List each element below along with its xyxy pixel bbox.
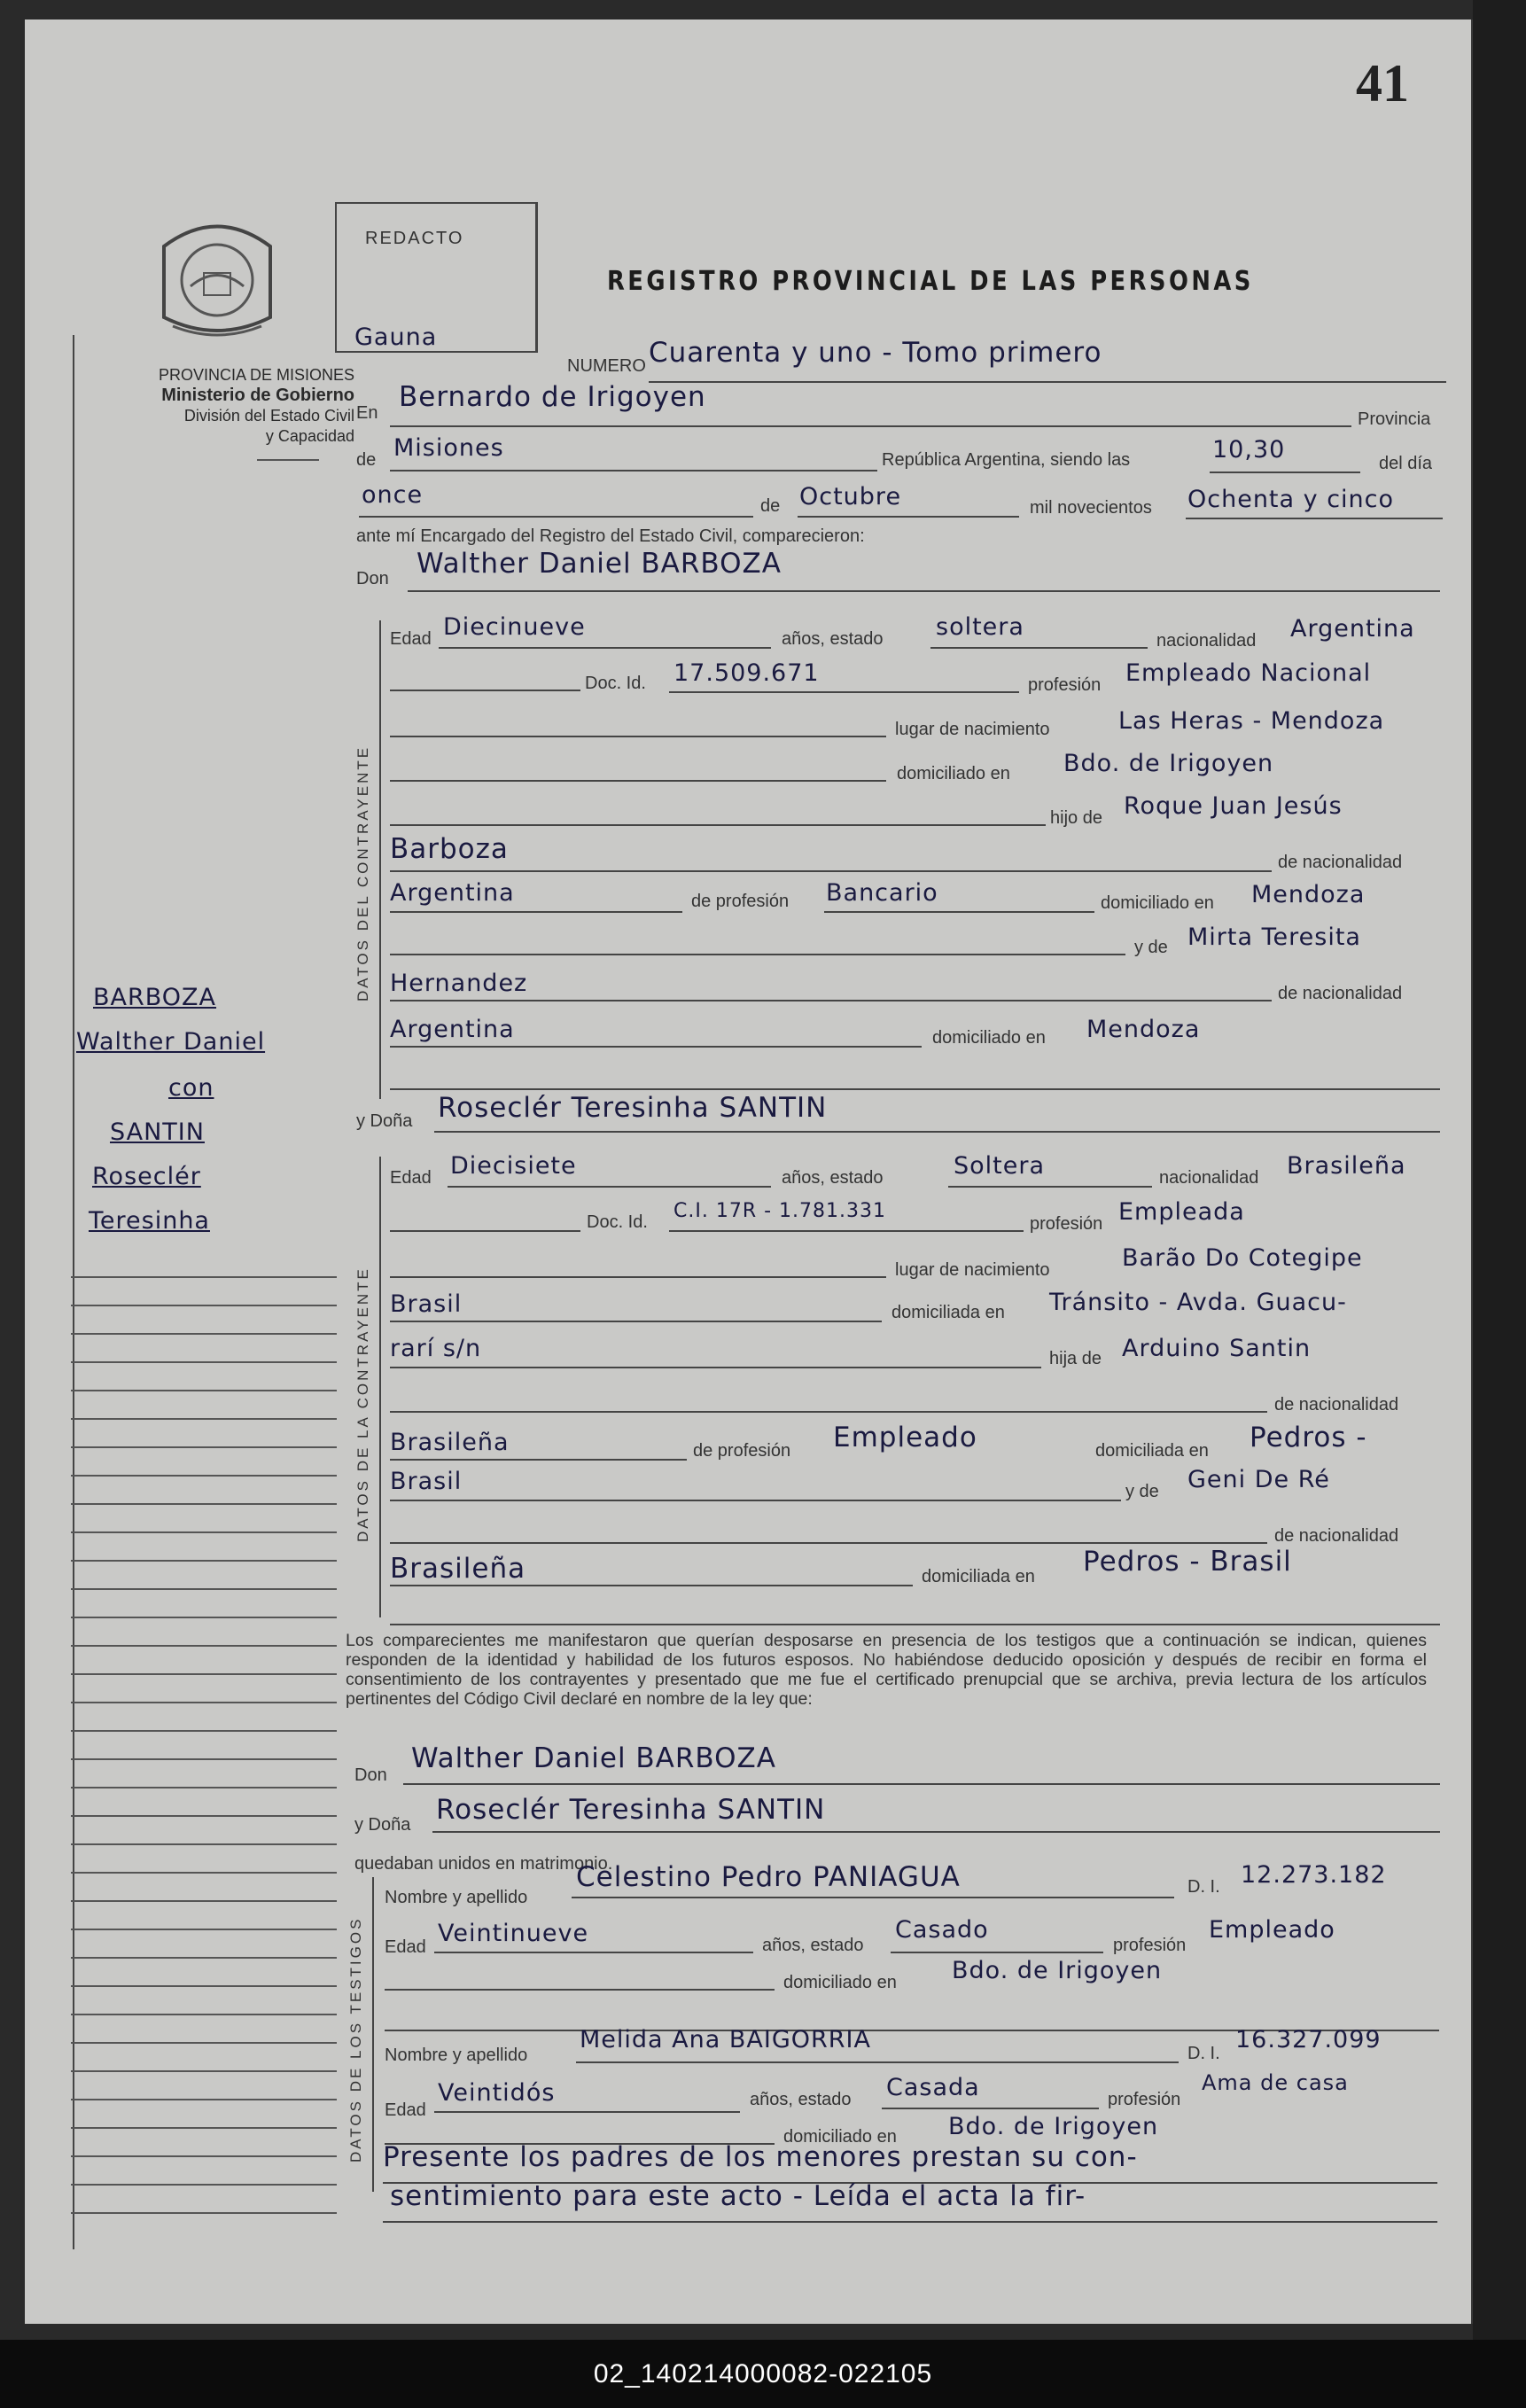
del-dia-label: del día: [1379, 454, 1433, 473]
redacto-label: REDACTO: [365, 229, 464, 248]
ante-label: ante mí Encargado del Registro del Estado Civil, comparecieron:: [356, 526, 865, 546]
t2-estado-line: [882, 2108, 1099, 2109]
c2-lugar-pre-line: [390, 1276, 886, 1278]
agency-block: [62, 365, 354, 461]
t1-di-label: D. I.: [1187, 1877, 1220, 1897]
contrayente1-rule: [379, 620, 381, 1099]
c2-madre-dom: Pedros - Brasil: [1083, 1546, 1292, 1578]
c2-madre-nac-pre-line: [390, 1542, 1267, 1544]
c2-doc: C.I. 17R - 1.781.331: [673, 1200, 886, 1222]
c1-domicilio: Bdo. de Irigoyen: [1063, 750, 1274, 777]
c2-padre-dom2: Brasil: [390, 1468, 463, 1495]
c2-padre-nac-line: [390, 1459, 687, 1461]
t1-anios-label: años, estado: [762, 1936, 864, 1955]
t1-edad-line: [434, 1952, 753, 1953]
provincia-label: Provincia: [1358, 409, 1431, 429]
margin-rule: [73, 335, 74, 2249]
c1-lugar-label: lugar de nacimiento: [895, 720, 1050, 739]
provincia-value: Misiones: [393, 434, 504, 462]
margin-line4: SANTIN: [110, 1118, 205, 1146]
redacto-value: Gauna: [354, 323, 438, 351]
c2-estado-line: [948, 1186, 1152, 1188]
c2-doc-pre-line: [390, 1230, 580, 1232]
c1-estado-line: [930, 647, 1148, 649]
scan-footer-id: 02_140214000082-022105: [0, 2340, 1526, 2408]
c1-anios-label: años, estado: [782, 629, 884, 649]
c2-padre-nac-pre-line: [390, 1411, 1267, 1413]
c1-doc-pre-line: [390, 690, 580, 691]
c1-dom-label: domiciliado en: [897, 764, 1010, 783]
page-number: 41: [1356, 54, 1409, 113]
decl-dona-line: [432, 1831, 1440, 1833]
t1-nombre: Celestino Pedro PANIAGUA: [576, 1861, 961, 1893]
c2-padre-dom-label: domiciliada en: [1095, 1441, 1209, 1461]
t2-nombre-label: Nombre y apellido: [385, 2046, 528, 2065]
dona-line: [434, 1131, 1440, 1133]
hora-value: 10,30: [1212, 436, 1286, 464]
c1-madre-nac: Argentina: [390, 1016, 515, 1043]
mil-label: mil novecientos: [1030, 498, 1152, 518]
t1-di: 12.273.182: [1241, 1861, 1387, 1889]
contrayente2-rule: [379, 1157, 381, 1617]
dona-label: y Doña: [356, 1111, 413, 1131]
c2-domicilio: Tránsito - Avda. Guacu-: [1049, 1289, 1347, 1316]
c1-padre-nac-label: de nacionalidad: [1278, 853, 1403, 872]
don-line: [408, 590, 1440, 592]
c2-profesion: Empleada: [1118, 1198, 1245, 1226]
c1-dom-pre-line: [390, 780, 886, 782]
hora-line: [1210, 471, 1360, 473]
c1-prof-label: profesión: [1028, 675, 1102, 695]
republica-label: República Argentina, siendo las: [882, 450, 1131, 470]
don-label: Don: [356, 569, 389, 588]
c1-madre: Mirta Teresita: [1187, 923, 1361, 951]
c1-hijo-pre-line: [390, 824, 1046, 826]
t1-estado-line: [891, 1952, 1103, 1953]
agency-ministry: Ministerio de Gobierno: [161, 386, 354, 405]
en-value: Bernardo de Irigoyen: [399, 381, 706, 413]
t1-estado: Casado: [895, 1916, 989, 1944]
numero-line: [649, 381, 1446, 383]
agency-capacity: y Capacidad: [265, 427, 354, 445]
dia-line: [359, 516, 753, 518]
c1-madre-nac-line: [390, 1046, 922, 1048]
decl-unidos: quedaban unidos en matrimonio.: [354, 1854, 613, 1874]
testigos-rule: [372, 1877, 374, 2192]
c2-padre-nac: Brasileña: [390, 1429, 510, 1456]
c2-madre-nac-line: [390, 1585, 913, 1586]
c1-madre-pre-line: [390, 954, 1125, 955]
c2-edad-line: [448, 1186, 771, 1188]
nota-line1: Presente los padres de los menores prestan su con-: [383, 2141, 1138, 2173]
c1-profesion: Empleado Nacional: [1125, 659, 1372, 687]
c2-dom-label: domiciliada en: [891, 1303, 1005, 1322]
c1-madre-dom: Mendoza: [1086, 1016, 1201, 1043]
mes-line: [798, 516, 1019, 518]
c1-end-line: [390, 1088, 1440, 1090]
agency-division: División del Estado Civil: [183, 407, 354, 425]
anio-value: Ochenta y cinco: [1187, 486, 1395, 513]
t2-di-label: D. I.: [1187, 2044, 1220, 2063]
t1-edad-label: Edad: [385, 1937, 426, 1957]
c1-padre-nac: Argentina: [390, 879, 515, 907]
t1-dom-pre-line: [385, 1989, 775, 1991]
t2-di: 16.327.099: [1235, 2026, 1382, 2053]
t1-nombre-line: [572, 1897, 1174, 1898]
t2-dom-label: domiciliado en: [783, 2127, 897, 2147]
t2-edad-label: Edad: [385, 2100, 426, 2120]
contrayente1-side-label: DATOS DEL CONTRAYENTE: [354, 744, 371, 1001]
c1-madre2-line: [390, 1000, 1272, 1001]
c2-anios-label: años, estado: [782, 1168, 884, 1188]
t2-nombre: Melida Ana BAIGORRIA: [580, 2026, 871, 2053]
c1-doc-label: Doc. Id.: [585, 674, 646, 693]
c1-nac-label: nacionalidad: [1156, 631, 1257, 651]
decl-don: Walther Daniel BARBOZA: [411, 1742, 776, 1774]
c2-padre: Arduino Santin: [1122, 1335, 1312, 1362]
t2-prof-label: profesión: [1108, 2090, 1181, 2109]
margin-line2: Walther Daniel: [76, 1028, 266, 1056]
c2-padre-nac-label: de nacionalidad: [1274, 1395, 1399, 1414]
c2-nac-label: nacionalidad: [1159, 1168, 1259, 1188]
c2-lugar-label: lugar de nacimiento: [895, 1260, 1050, 1280]
t2-nombre-line: [576, 2061, 1179, 2063]
c2-nacionalidad: Brasileña: [1287, 1152, 1406, 1180]
c2-prof-label: profesión: [1030, 1214, 1103, 1234]
c1-padre-dom: Mendoza: [1251, 881, 1366, 908]
anio-line: [1186, 518, 1443, 519]
c1-edad-label: Edad: [390, 629, 432, 649]
c1-y-de-label: y de: [1134, 938, 1168, 957]
c1-lugar-pre-line: [390, 736, 886, 737]
c1-lugar: Las Heras - Mendoza: [1118, 707, 1385, 735]
c2-padre-dom2-line: [390, 1500, 1121, 1501]
margin-line6: Teresinha: [89, 1207, 210, 1235]
t2-estado: Casada: [886, 2074, 980, 2101]
t2-edad-line: [434, 2111, 740, 2113]
c2-padre-dom: Pedros -: [1250, 1422, 1367, 1453]
c1-madre2: Hernandez: [390, 970, 528, 997]
nota-line2-rule: [383, 2221, 1437, 2223]
c2-domicilio2: rarí s/n: [390, 1335, 482, 1362]
c2-hija-label: hija de: [1049, 1349, 1102, 1368]
de-mes-label: de: [760, 496, 781, 516]
c2-y-de-label: y de: [1125, 1482, 1159, 1501]
de-label: de: [356, 450, 377, 470]
t2-profesion: Ama de casa: [1202, 2070, 1349, 2095]
dia-value: once: [362, 481, 424, 509]
contrayente2-side-label: DATOS DE LA CONTRAYENTE: [354, 1266, 371, 1542]
c1-doc: 17.509.671: [673, 659, 820, 687]
book-spine: [1473, 0, 1526, 2340]
redacto-box: [335, 202, 538, 353]
decl-don-line: [403, 1783, 1440, 1785]
agency-province: PROVINCIA DE MISIONES: [158, 366, 354, 384]
mes-value: Octubre: [799, 483, 902, 510]
c1-padre-prof: Bancario: [826, 879, 938, 907]
numero-label: NUMERO: [567, 356, 646, 376]
numero-value: Cuarenta y uno - Tomo primero: [649, 337, 1102, 369]
c1-madre-nac-label: de nacionalidad: [1278, 984, 1403, 1003]
c2-madre-nac: Brasileña: [390, 1553, 526, 1585]
t2-anios-label: años, estado: [750, 2090, 852, 2109]
c2-padre-prof: Empleado: [833, 1422, 977, 1453]
margin-line3: con: [168, 1074, 214, 1102]
c2-lugar2: Brasil: [390, 1290, 463, 1318]
c2-edad: Diecisiete: [450, 1152, 577, 1180]
t1-edad: Veintinueve: [438, 1920, 589, 1947]
margin-line5: Roseclér: [92, 1163, 201, 1190]
en-label: En: [356, 403, 378, 423]
c2-madre-nac-label: de nacionalidad: [1274, 1526, 1399, 1546]
c1-padre-prof-label: de profesión: [691, 892, 790, 911]
provincial-seal-icon: [137, 211, 297, 342]
c2-doc-label: Doc. Id.: [587, 1212, 648, 1232]
c2-end-line: [390, 1624, 1440, 1625]
c1-edad-line: [439, 647, 771, 649]
don-value: Walther Daniel BARBOZA: [417, 548, 782, 580]
c2-madre: Geni De Ré: [1187, 1466, 1330, 1493]
c1-padre-dom-label: domiciliado en: [1101, 893, 1214, 913]
c1-padre2-line: [390, 870, 1272, 872]
dona-value: Roseclér Teresinha SANTIN: [438, 1092, 828, 1124]
c1-madre-dom-label: domiciliado en: [932, 1028, 1046, 1048]
decl-don-label: Don: [354, 1765, 387, 1785]
provincia-line: [390, 470, 877, 471]
c2-estado: Soltera: [954, 1152, 1046, 1180]
margin-line1: BARBOZA: [93, 984, 217, 1011]
decl-dona-label: y Doña: [354, 1815, 411, 1835]
t1-profesion: Empleado: [1209, 1916, 1335, 1944]
testigos-side-label: DATOS DE LOS TESTIGOS: [347, 1916, 364, 2163]
c1-nacionalidad: Argentina: [1290, 615, 1415, 643]
c2-doc-line: [669, 1230, 1024, 1232]
c2-padre-prof-label: de profesión: [693, 1441, 791, 1461]
c1-padre2: Barboza: [390, 833, 509, 865]
c1-doc-line: [669, 691, 1019, 693]
c1-edad: Diecinueve: [443, 613, 586, 641]
t1-dom-label: domiciliado en: [783, 1973, 897, 1992]
c1-estado: soltera: [936, 613, 1024, 641]
c1-padre-nac-line: [390, 911, 682, 913]
c2-domicilio2-line: [390, 1367, 1041, 1368]
c1-padre-prof-line: [824, 911, 1094, 913]
document-title: REGISTRO PROVINCIAL DE LAS PERSONAS: [607, 266, 1254, 297]
c2-edad-label: Edad: [390, 1168, 432, 1188]
t2-domicilio: Bdo. de Irigoyen: [948, 2113, 1159, 2140]
en-line: [390, 425, 1351, 427]
decl-dona: Roseclér Teresinha SANTIN: [436, 1794, 826, 1826]
c2-lugar2-line: [390, 1321, 882, 1322]
c2-lugar: Barão Do Cotegipe: [1122, 1244, 1363, 1272]
t2-edad: Veintidós: [438, 2079, 556, 2107]
declaration-paragraph: Los comparecientes me manifestaron que querían desposarse en presencia de los testigos que a continuación se indican, quienes responden de la identidad y habilidad de los futuros esposos. No habiéndose deducido oposición y después de recibir en forma el consentimiento de los contrayentes y presentado que me fue el certificado prenupcial que se archiva, previa lectura de los artículos pertinentes del Código Civil declaré en nombre de la ley que:: [346, 1631, 1427, 1709]
c1-padre: Roque Juan Jesús: [1124, 792, 1343, 820]
c1-hijo-label: hijo de: [1050, 808, 1102, 828]
t1-prof-label: profesión: [1113, 1936, 1187, 1955]
c2-madre-dom-label: domiciliada en: [922, 1567, 1035, 1586]
t1-nombre-label: Nombre y apellido: [385, 1888, 528, 1907]
agency-divider: [257, 459, 319, 461]
t1-domicilio: Bdo. de Irigoyen: [952, 1957, 1163, 1984]
nota-line2: sentimiento para este acto - Leída el acta la fir-: [390, 2180, 1086, 2212]
